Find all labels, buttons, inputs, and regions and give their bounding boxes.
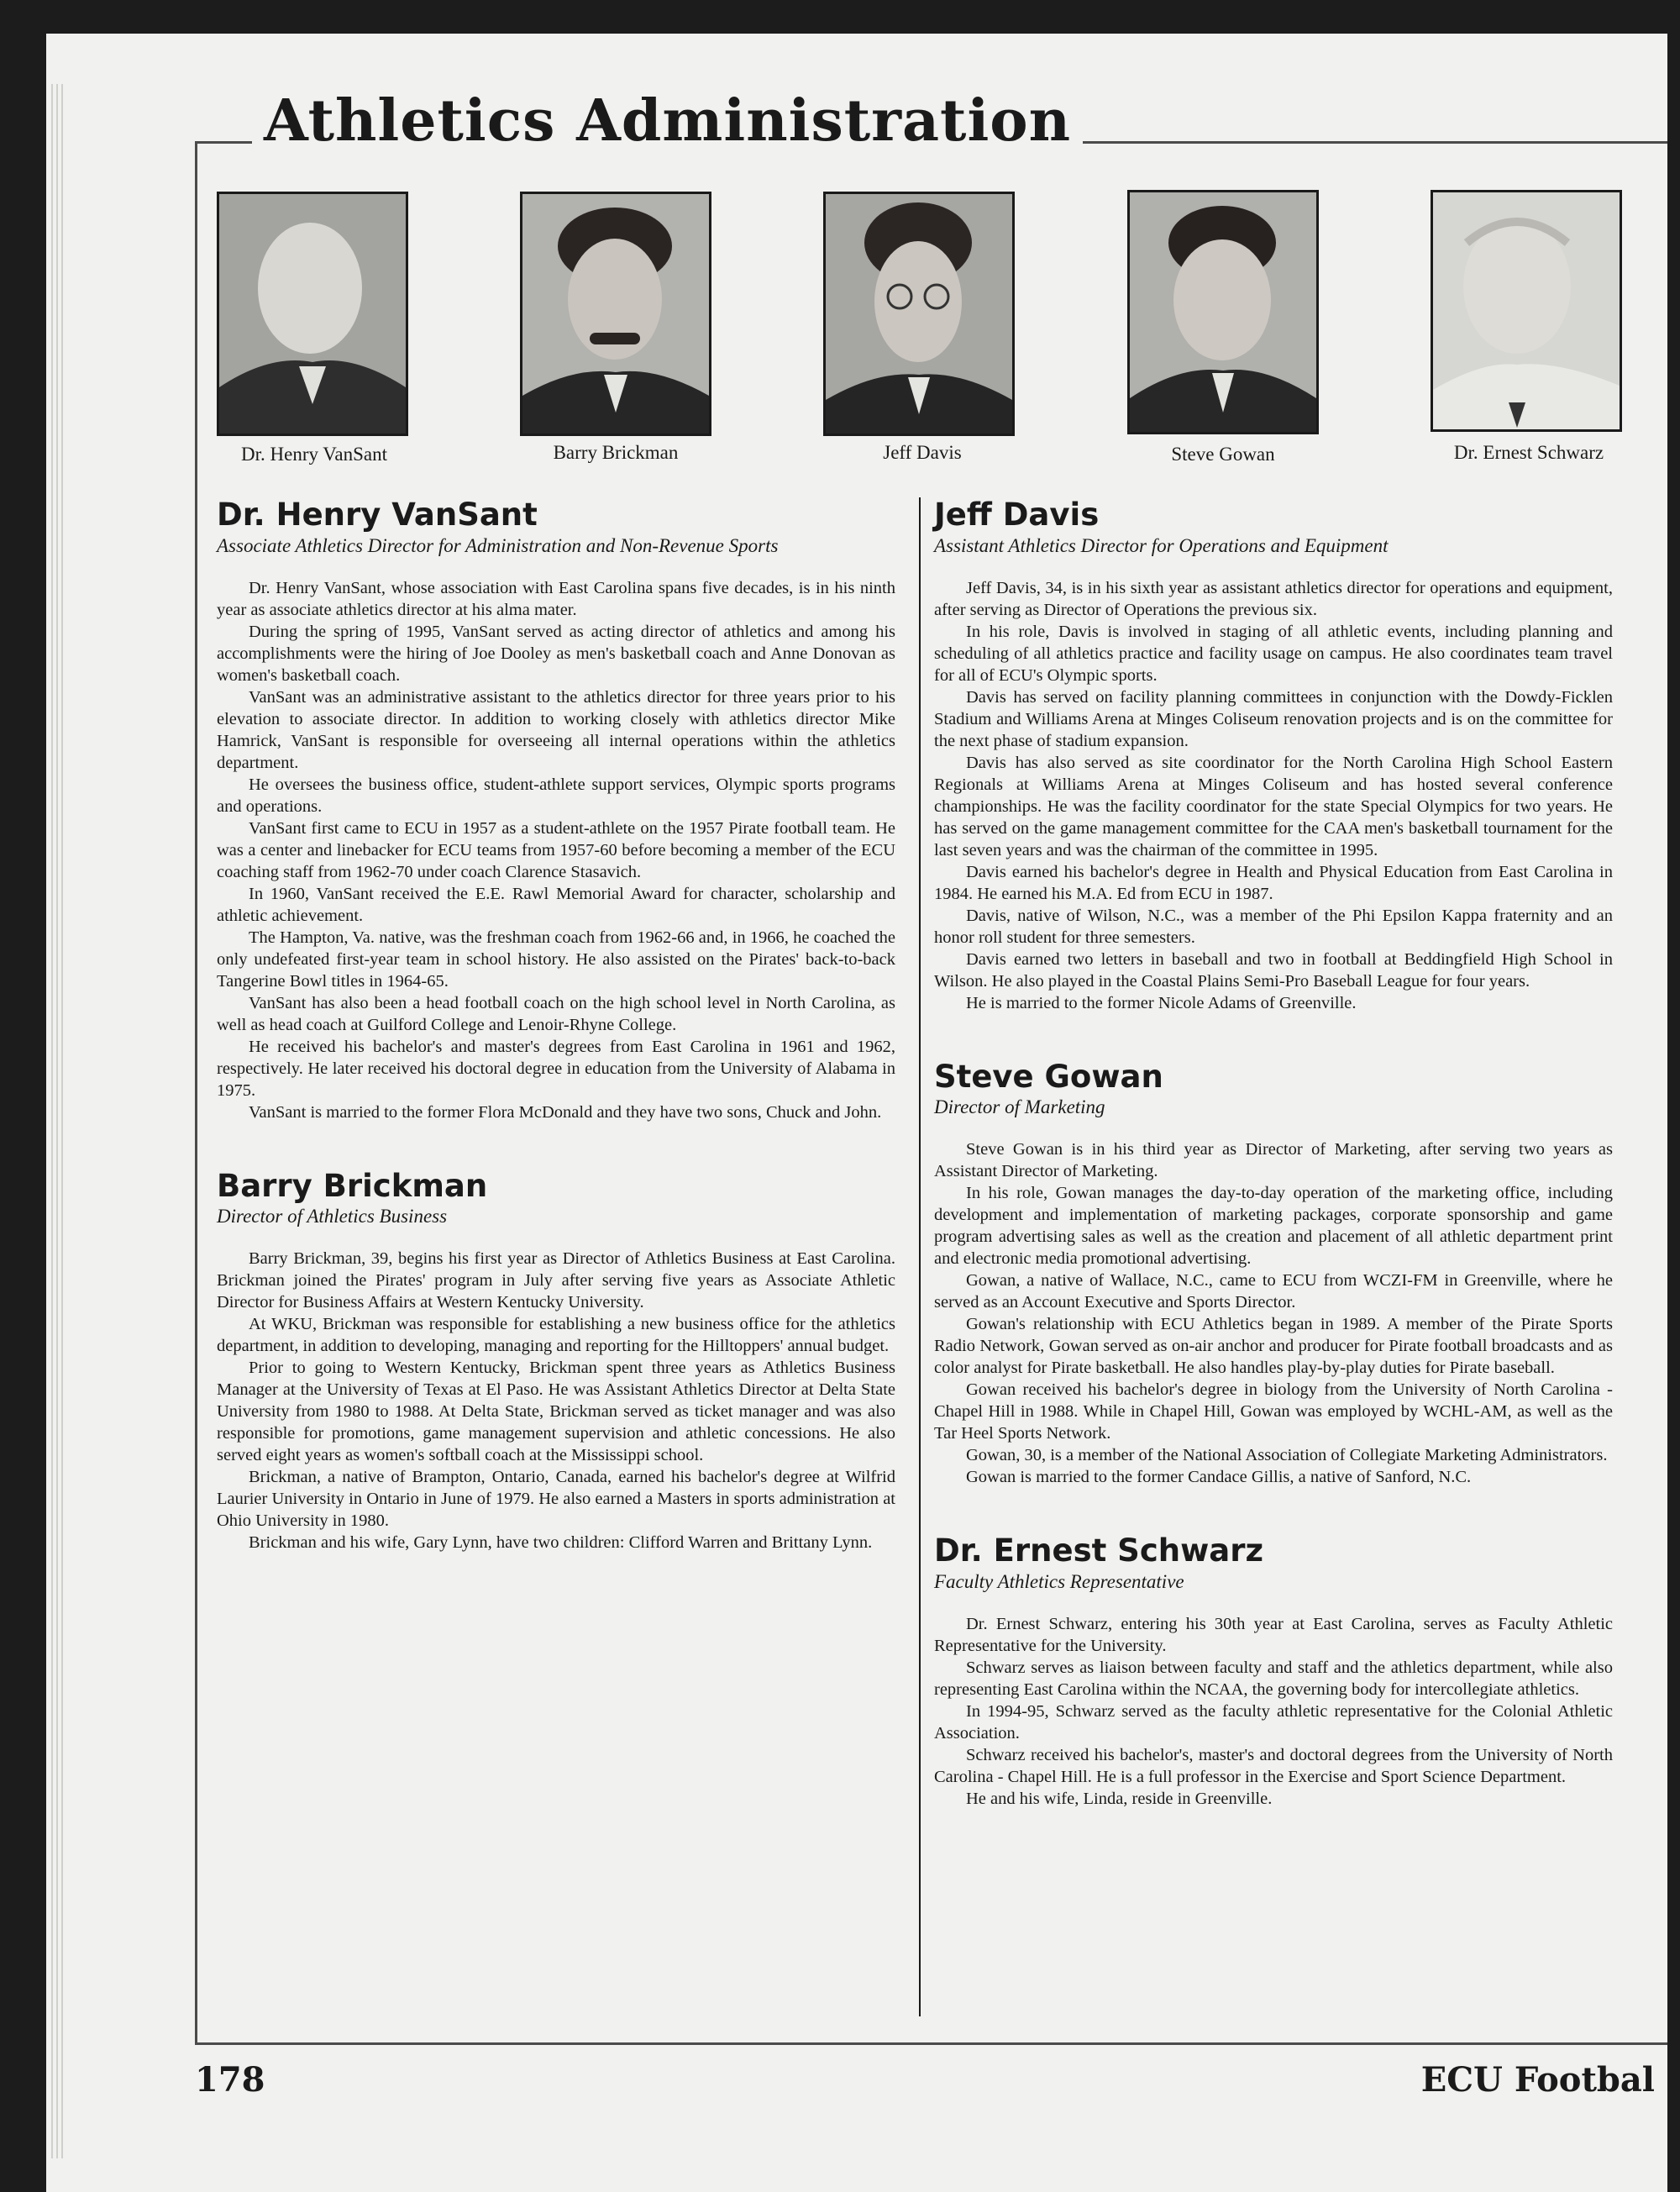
bio-paragraph: Gowan, 30, is a member of the National Association of Collegiate Marketing Administrators. [966, 1446, 1608, 1465]
portrait-icon [826, 194, 1012, 434]
caption-henry-vansant: Dr. Henry VanSant [241, 444, 387, 465]
page-number: 178 [195, 2060, 265, 2100]
photo-ernest-schwarz [1431, 190, 1622, 432]
running-title: ECU Footbal [1420, 2060, 1655, 2100]
bio-paragraph: Gowan, a native of Wallace, N.C., came to ECU from WCZI-FM in Greenville, where he served as an Account Executive and Sports Director. [934, 1271, 1613, 1312]
column-divider [919, 497, 921, 2016]
bio-jeff-davis [934, 497, 1613, 1014]
bio-paragraph: In his role, Davis is involved in staging of all athletic events, including planning and scheduling of all athletics practice and facility usage on campus. He also coordinates team travel for all of ECU's Olympic sports. [934, 622, 1613, 685]
bio-paragraph: He and his wife, Linda, reside in Greenville. [966, 1789, 1273, 1808]
caption-steve-gowan: Steve Gowan [1171, 444, 1275, 465]
bio-paragraph: Davis, native of Wilson, N.C., was a member of the Phi Epsilon Kappa fraternity and an honor roll student for three semesters. [934, 906, 1613, 947]
bio-paragraph: In 1960, VanSant received the E.E. Rawl Memorial Award for character, scholarship and athletic achievement. [217, 884, 895, 925]
bio-paragraph: Dr. Henry VanSant, whose association with East Carolina spans five decades, is in his ninth year as associate athletics director at his alma mater. [217, 578, 895, 619]
bio-paragraph: Davis earned his bachelor's degree in Health and Physical Education from East Carolina in 1984. He earned his M.A. Ed from ECU in 1987. [934, 862, 1613, 903]
caption-ernest-schwarz: Dr. Ernest Schwarz [1453, 442, 1604, 463]
bio-name: Jeff Davis [934, 497, 1100, 533]
bio-paragraph: Dr. Ernest Schwarz, entering his 30th year at East Carolina, serves as Faculty Athletic Representative for the University. [934, 1614, 1613, 1655]
photo-steve-gowan [1127, 190, 1319, 434]
bio-paragraph: In 1994-95, Schwarz served as the faculty athletic representative for the Colonial Athletic Association. [934, 1701, 1613, 1743]
bio-paragraph: Jeff Davis, 34, is in his sixth year as assistant athletics director for operations and equipment, after serving as Director of Operations the previous six. [934, 578, 1613, 619]
bio-barry-brickman [217, 1169, 895, 1554]
bio-paragraph: Prior to going to Western Kentucky, Brickman spent three years as Athletics Business Manager at the University of Texas at El Paso. He was Assistant Athletics Director at Delta State University from 1980 to 1988. At Delta State, Brickman served as ticket manager and was also responsible for promotions, game management supervision and athletic concessions. He also served eight years as women's softball coach at the Mississippi school. [217, 1359, 895, 1465]
portrait-icon [219, 194, 406, 434]
bio-paragraph: Steve Gowan is in his third year as Director of Marketing, after serving two years as Assistant Director of Marketing. [934, 1140, 1613, 1181]
bio-paragraph: VanSant was an administrative assistant to the athletics director for three years prior to his elevation to associate director. In addition to working closely with athletics director Mike Hamrick, VanSant is responsible for overseeing all internal operations within the athletics department. [217, 687, 895, 772]
bio-role: Director of Marketing [934, 1096, 1105, 1118]
caption-jeff-davis: Jeff Davis [883, 442, 962, 463]
portrait-icon [522, 194, 709, 434]
photo-henry-vansant [217, 192, 408, 436]
bio-paragraph: At WKU, Brickman was responsible for establishing a new business office for the athletics department, in addition to developing, managing and reporting for the Hilltoppers' annual budget. [217, 1315, 895, 1356]
bio-role: Director of Athletics Business [217, 1206, 448, 1227]
right-column [934, 497, 1613, 1855]
bio-paragraph: Gowan's relationship with ECU Athletics began in 1989. A member of the Pirate Sports Radio Network, Gowan served as on-air anchor and producer for Pirate football broadcasts and as color analyst for Pirate basketball. He also handles play-by-play duties for Pirate baseball. [934, 1315, 1613, 1378]
page-title: Athletics Administration [252, 92, 1083, 150]
bio-paragraph: Gowan received his bachelor's degree in biology from the University of North Carolina - Chapel Hill in 1988. While in Chapel Hill, Gowan was employed by WCHL-AM, as well as the Tar Heel Sports Network. [934, 1380, 1613, 1443]
bio-paragraph: The Hampton, Va. native, was the freshman coach from 1962-66 and, in 1966, he coached the only undefeated first-year team in school history. He also assisted on the Pirates' back-to-back Tangerine Bowl titles in 1964-65. [217, 928, 895, 991]
bio-paragraph: Davis has also served as site coordinator for the North Carolina High School Eastern Regionals at Williams Arena at Minges Coliseum and has hosted several conference championships. He was the facility coordinator for the state Special Olympics for two years. He has served on the game management committee for the CAA men's basketball tournament for the last seven years and was the chairman of the committee in 1995. [934, 753, 1613, 859]
portrait-icon [1130, 192, 1316, 432]
caption-barry-brickman: Barry Brickman [553, 442, 679, 463]
bio-paragraph: Schwarz received his bachelor's, master's and doctoral degrees from the University of North Carolina - Chapel Hill. He is a full professor in the Exercise and Sport Science Department. [934, 1745, 1613, 1786]
bio-paragraph: VanSant is married to the former Flora McDonald and they have two sons, Chuck and John. [249, 1102, 882, 1122]
left-column [217, 497, 895, 1599]
bio-paragraph: In his role, Gowan manages the day-to-day operation of the marketing office, including development and implementation of marketing packages, corporate sponsorship and game program advertising sales as well as the creation and placement of all athletic department print and electronic media promotional advertising. [934, 1184, 1613, 1269]
bio-paragraph: Gowan is married to the former Candace Gillis, a native of Sanford, N.C. [966, 1468, 1472, 1487]
bio-paragraph: Barry Brickman, 39, begins his first year as Director of Athletics Business at East Carolina. Brickman joined the Pirates' program in July after serving five years as Associate Athletic Director for Business Affairs at Western Kentucky University. [217, 1249, 895, 1312]
portrait-icon [1433, 192, 1620, 429]
bio-paragraph: Davis has served on facility planning committees in conjunction with the Dowdy-Ficklen Stadium and Williams Arena at Minges Coliseum renovation projects and is on the committee for the next phase of stadium expansion. [934, 687, 1613, 750]
bio-paragraph: He is married to the former Nicole Adams of Greenville. [966, 993, 1357, 1012]
bio-paragraph: He received his bachelor's and master's degrees from East Carolina in 1961 and 1962, respectively. He later received his doctoral degree in education from the University of Alabama in 1975. [217, 1037, 895, 1100]
bio-paragraph: Brickman and his wife, Gary Lynn, have two children: Clifford Warren and Brittany Lynn. [249, 1533, 873, 1553]
bio-paragraph: He oversees the business office, student-athlete support services, Olympic sports programs and operations. [217, 775, 895, 816]
bio-steve-gowan [934, 1059, 1613, 1489]
bio-ernest-schwarz [934, 1533, 1613, 1810]
bio-paragraph: During the spring of 1995, VanSant served as acting director of athletics and among his accomplishments were the hiring of Joe Dooley as men's basketball coach and Anne Donovan as women's basketball coach. [217, 622, 895, 685]
bio-paragraph: VanSant first came to ECU in 1957 as a student-athlete on the 1957 Pirate football team. He was a center and linebacker for ECU teams from 1957-60 before becoming a member of the ECU coaching staff from 1962-70 under coach Clarence Stasavich. [217, 818, 895, 881]
bio-paragraph: Brickman, a native of Brampton, Ontario, Canada, earned his bachelor's degree at Wilfrid Laurier University in Ontario in June of 1979. He also earned a Masters in sports administration at Ohio University in 1980. [217, 1468, 895, 1531]
bio-name: Dr. Henry VanSant [217, 497, 538, 533]
bio-henry-vansant [217, 497, 895, 1123]
bio-paragraph: VanSant has also been a head football coach on the high school level in North Carolina, as well as head coach at Guilford College and Lenoir-Rhyne College. [217, 993, 895, 1034]
photo-barry-brickman [520, 192, 711, 436]
bio-name: Dr. Ernest Schwarz [934, 1532, 1264, 1569]
bio-name: Barry Brickman [217, 1167, 488, 1204]
bio-paragraph: Davis earned two letters in baseball and two in football at Beddingfield High School in Wilson. He also played in the Coastal Plains Semi-Pro Baseball League for four years. [934, 949, 1613, 991]
photo-jeff-davis [823, 192, 1015, 436]
bio-role: Assistant Athletics Director for Operations and Equipment [934, 534, 1389, 556]
bio-role: Associate Athletics Director for Administration and Non-Revenue Sports [217, 534, 779, 556]
bio-paragraph: Schwarz serves as liaison between faculty and staff and the athletics department, while also representing East Carolina within the NCAA, the governing body for intercollegiate athletics. [934, 1658, 1613, 1699]
bio-name: Steve Gowan [934, 1058, 1163, 1095]
bio-role: Faculty Athletics Representative [934, 1570, 1184, 1592]
